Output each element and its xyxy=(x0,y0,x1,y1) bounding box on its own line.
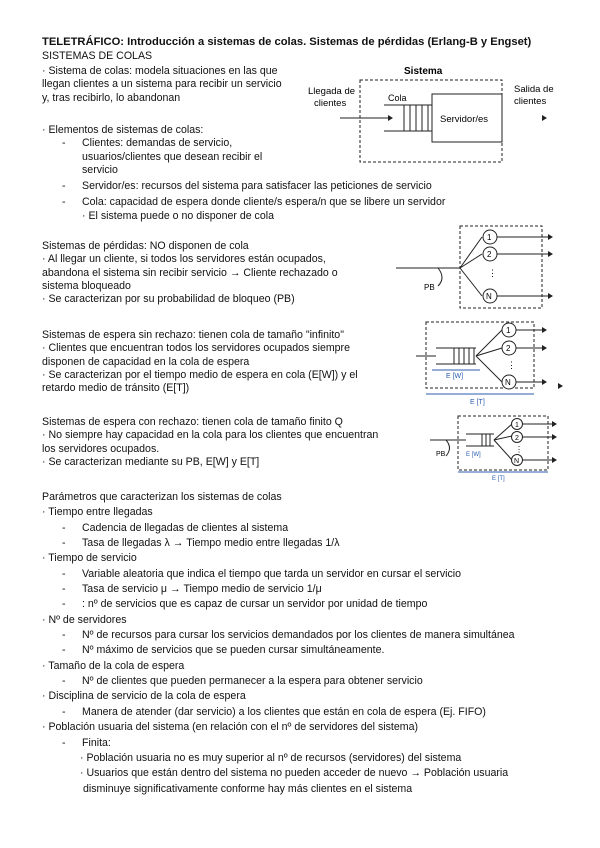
wait-exit-arrowhead xyxy=(542,345,547,351)
loss-fan-line xyxy=(460,254,482,268)
param-text: Nº de clientes que pueden permanecer a la espera para obtener servicio xyxy=(82,675,423,688)
param-text: Finita: xyxy=(82,736,111,749)
waitloss-reject-arrow xyxy=(446,440,450,456)
list-dash: - xyxy=(62,583,66,596)
wait-system-diagram xyxy=(410,318,570,408)
waitloss-server-label: N xyxy=(514,458,520,465)
wait-ew-label: E [W] xyxy=(446,373,464,380)
text-line: · Se caracterizan por su probabilidad de bloqueo (PB) xyxy=(42,293,295,306)
arrival-arrowhead xyxy=(388,115,393,121)
list-dash: - xyxy=(62,675,66,688)
param-text: · Usuarios que están dentro del sistema no pueden acceder de nuevo → Población usuaria xyxy=(80,767,509,780)
waitloss-server-label: 1 xyxy=(515,422,519,429)
wait-server-label: 2 xyxy=(506,344,511,353)
param-row xyxy=(42,674,515,689)
wait-fan-line xyxy=(476,356,502,382)
intro-paragraph xyxy=(42,65,282,105)
param-text: · Disciplina de servicio de la cola de espera xyxy=(42,690,246,703)
param-row xyxy=(42,705,515,720)
list-text: usuarios/clientes que desean recibir el xyxy=(82,150,263,163)
arrival-label: clientes xyxy=(314,98,347,109)
loss-fan-line xyxy=(460,268,482,296)
list-dash: - xyxy=(62,137,66,150)
list-dash: - xyxy=(62,598,66,611)
system-diagram xyxy=(300,60,570,170)
wait-et-label: E [T] xyxy=(470,399,485,406)
intro-line: y, tras recibirlo, lo abandonan xyxy=(42,91,181,104)
param-row xyxy=(42,736,515,751)
param-row xyxy=(42,766,515,781)
departure-label: clientes xyxy=(514,96,547,107)
param-row xyxy=(42,582,515,597)
loss-fan-line xyxy=(460,237,482,268)
param-text: Cadencia de llegadas de clientes al sistema xyxy=(82,521,289,534)
param-row xyxy=(42,782,515,797)
param-text: · Población usuaria no es muy superior al nº de recursos (servidores) del sistema xyxy=(80,751,462,764)
list-dash: - xyxy=(62,644,66,657)
waitloss-ew-label: E [W] xyxy=(466,452,481,458)
param-row xyxy=(42,521,515,536)
elements-subnote: · El sistema puede o no disponer de cola xyxy=(82,209,274,222)
param-text: Variable aleatoria que indica el tiempo que tarda un servidor en cursar el servicio xyxy=(82,567,462,580)
list-text: Cola: capacidad de espera donde cliente/s espera/n que se libere un servidor xyxy=(82,196,446,209)
param-text: disminuye significativamente conforme hay más clientes en el sistema xyxy=(83,782,413,795)
loss-exit-arrowhead xyxy=(548,293,553,299)
param-row xyxy=(42,551,515,566)
arrival-label: Llegada de xyxy=(308,86,356,97)
loss-system-diagram xyxy=(390,222,570,312)
text-line: abandona el sistema sin recibir servicio → Cliente rechazado o xyxy=(42,266,338,279)
param-text: Manera de atender (dar servicio) a los clientes que están en cola de espera (Ej. FIFO) xyxy=(82,705,486,718)
list-text: servicio xyxy=(82,163,118,176)
param-row xyxy=(42,536,515,551)
section-subtitle: SISTEMAS DE COLAS xyxy=(42,50,153,62)
param-row xyxy=(42,659,515,674)
text-line: · Al llegar un cliente, si todos los servidores están ocupados, xyxy=(42,253,326,266)
params-section xyxy=(42,490,515,797)
list-dash: - xyxy=(62,629,66,642)
param-row xyxy=(42,613,515,628)
text-line: los servidores ocupados. xyxy=(42,442,160,455)
departure-label: Salida de xyxy=(514,84,554,95)
param-text: · Tamaño de la cola de espera xyxy=(42,659,185,672)
param-text: : nº de servicios que es capaz de cursar un servidor por unidad de tiempo xyxy=(82,598,428,611)
loss-dots: ⋮ xyxy=(488,268,497,278)
loss-reject-arrow xyxy=(438,268,442,286)
loss-exit-arrowhead xyxy=(548,251,553,257)
loss-server-label: 2 xyxy=(487,250,492,259)
text-line: retardo medio de tránsito (E[T]) xyxy=(42,382,190,395)
waitloss-fan-line xyxy=(494,440,512,460)
system-title: Sistema xyxy=(404,66,443,77)
waitloss-server-label: 2 xyxy=(515,435,519,442)
waitloss-exit-arrowhead xyxy=(552,434,557,440)
waitloss-system-diagram xyxy=(420,412,570,482)
elements-heading: · Elementos de sistemas de colas: xyxy=(42,124,204,136)
waitloss-exit-arrowhead xyxy=(552,457,557,463)
text-line: Sistemas de pérdidas: NO disponen de cola xyxy=(42,240,249,252)
list-item xyxy=(42,180,445,193)
param-row xyxy=(42,689,515,704)
text-line: · No siempre hay capacidad en la cola para los clientes que encuentran xyxy=(42,429,379,442)
wait-exit-arrowhead xyxy=(542,379,547,385)
list-dash: - xyxy=(62,705,66,718)
param-row xyxy=(42,643,515,658)
text-line: · Se caracterizan por el tiempo medio de espera en cola (E[W]) y el xyxy=(42,368,358,381)
perdidas-paragraph xyxy=(42,240,338,306)
espera-con-paragraph xyxy=(42,416,378,469)
waitloss-et-label: E [T] xyxy=(492,476,505,482)
queue-label: Cola xyxy=(388,93,407,103)
loss-server-label: 1 xyxy=(487,233,492,242)
loss-exit-arrowhead xyxy=(548,234,553,240)
server-label: Servidor/es xyxy=(440,114,489,125)
list-dash: - xyxy=(62,196,66,209)
param-text: · Población usuaria del sistema (en relación con el nº de servidores del sistema) xyxy=(42,721,419,734)
waitloss-dots: ⋮ xyxy=(515,445,523,454)
loss-pb-label: PB xyxy=(424,283,435,292)
param-text: · Tiempo entre llegadas xyxy=(42,506,153,519)
param-row xyxy=(42,720,515,735)
waitloss-pb-label: PB xyxy=(436,451,446,458)
param-row xyxy=(42,751,515,766)
param-row xyxy=(42,628,515,643)
intro-line: llegan clientes a un sistema para recibir un servicio xyxy=(42,78,282,91)
param-row xyxy=(42,567,515,582)
text-line: Sistemas de espera con rechazo: tienen cola de tamaño finito Q xyxy=(42,416,343,428)
list-text: Servidor/es: recursos del sistema para satisfacer las peticiones de servicio xyxy=(82,180,432,193)
text-line: disponen de capacidad en la cola de espera xyxy=(42,355,250,368)
text-line: Sistemas de espera sin rechazo: tienen cola de tamaño "infinito" xyxy=(42,329,344,341)
params-list xyxy=(42,505,515,797)
text-line: sistema bloqueado xyxy=(42,279,131,292)
param-text: · Nº de servidores xyxy=(42,613,127,626)
departure-arrowhead xyxy=(542,115,547,121)
param-text: Tasa de servicio μ → Tiempo medio de servicio 1/μ xyxy=(82,583,322,596)
list-dash: - xyxy=(62,521,66,534)
text-line: · Se caracterizan mediante su PB, E[W] y E[T] xyxy=(42,455,260,468)
wait-server-label: N xyxy=(505,378,511,387)
wait-dots: ⋮ xyxy=(507,360,516,370)
wait-server-label: 1 xyxy=(506,326,511,335)
document-title: TELETRÁFICO: Introducción a sistemas de colas. Sistemas de pérdidas (Erlang-B y Engset) xyxy=(42,36,532,48)
param-text: Nº de recursos para cursar los servicios demandados por los clientes de manera simultánea xyxy=(82,629,515,642)
espera-sin-paragraph xyxy=(42,329,358,395)
list-dash: - xyxy=(62,567,66,580)
list-dash: - xyxy=(62,736,66,749)
param-text: Nº máximo de servicios que se pueden cursar simultáneamente. xyxy=(82,644,385,657)
intro-line: · Sistema de colas: modela situaciones en las que xyxy=(42,65,278,77)
param-row xyxy=(42,597,515,612)
params-heading: Parámetros que caracterizan los sistemas de colas xyxy=(42,491,282,503)
text-line: · Clientes que encuentran todos los servidores ocupados siempre xyxy=(42,342,350,355)
loss-server-label: N xyxy=(486,292,492,301)
wait-side-arrowhead xyxy=(558,383,563,389)
param-text: Tasa de llegadas λ → Tiempo medio entre llegadas 1/λ xyxy=(82,537,340,550)
list-dash: - xyxy=(62,537,66,550)
wait-exit-arrowhead xyxy=(542,327,547,333)
param-row xyxy=(42,505,515,520)
list-text: Clientes: demandas de servicio, xyxy=(82,137,233,150)
list-item xyxy=(42,196,445,209)
param-text: · Tiempo de servicio xyxy=(42,552,137,565)
list-dash: - xyxy=(62,180,66,193)
waitloss-exit-arrowhead xyxy=(552,421,557,427)
